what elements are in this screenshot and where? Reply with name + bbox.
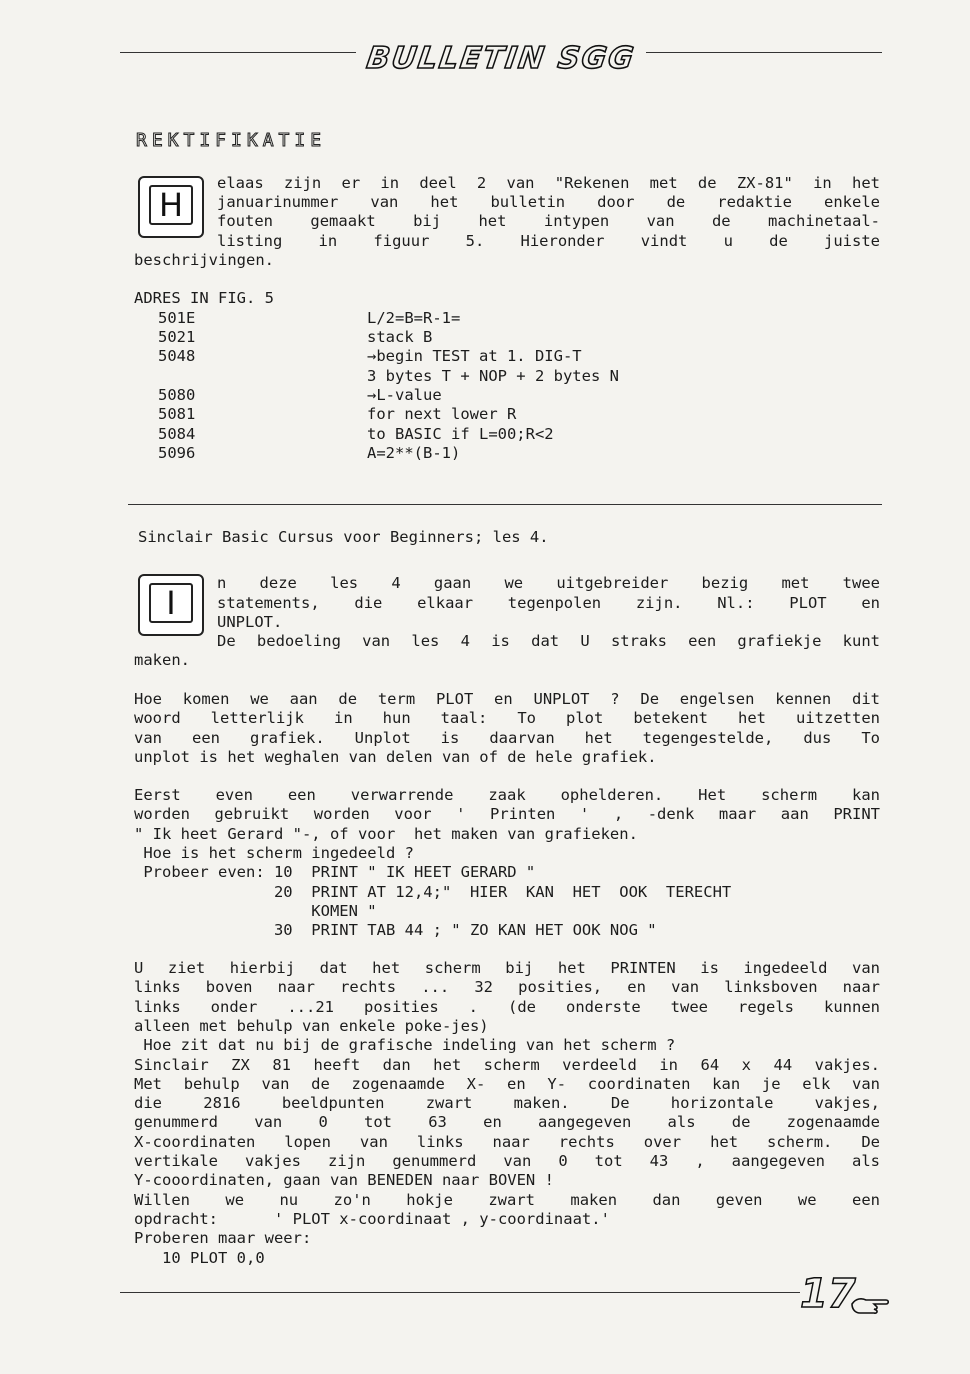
listing-heading: ADRES IN FIG. 5 [134, 289, 274, 307]
paragraph-line: unplot is het weghalen van delen van of de hele grafiek. [134, 747, 657, 766]
paragraph-line: KOMEN " [134, 901, 377, 920]
paragraph-line: alleen met behulp van enkele poke-jes) [134, 1016, 489, 1035]
paragraph-line: Eerst even een verwarrende zaak ophelderen. Het scherm kan [134, 786, 880, 804]
paragraph-line: vertikale vakjes zijn genummerd van 0 tot 43 , aangegeven als [134, 1152, 880, 1170]
listing-address: 5096 [158, 444, 196, 462]
paragraph-line: U ziet hierbij dat het scherm bij het PRINTEN is ingedeeld van [134, 959, 880, 977]
paragraph-line: 30 PRINT TAB 44 ; " ZO KAN HET OOK NOG " [134, 921, 657, 940]
listing-description: →L-value [367, 386, 442, 404]
paragraph-line: Hoe is het scherm ingedeeld ? [134, 843, 414, 862]
paragraph-line: Proberen maar weer: [134, 1229, 312, 1248]
intro-line: statements, die elkaar tegenpolen zijn. Nl.: PLOT en [217, 594, 880, 612]
paragraph-line: die 2816 beeldpunten zwart maken. De horizontale vakjes, [134, 1094, 880, 1113]
listing-description: A=2**(B-1) [367, 444, 461, 462]
rektifikatie-title: REKTIFIKATIE [136, 130, 327, 151]
footer-rule [120, 1292, 810, 1293]
intro-line: UNPLOT. [217, 613, 283, 631]
listing-address: 5084 [158, 425, 196, 443]
listing-description: stack B [367, 328, 433, 346]
page-number: 17 [800, 1271, 856, 1317]
cursus-title: Sinclair Basic Cursus voor Beginners; les 4. [138, 528, 549, 546]
listing-address: 5080 [158, 386, 196, 404]
paragraph-line: X-coordinaten lopen van links naar rechts over het scherm. De [134, 1132, 880, 1151]
paragraph-line: woord letterlijk in hun taal: To plot betekent het uitzetten [134, 709, 880, 728]
intro-line: De bedoeling van les 4 is dat U straks een grafiekje kunt [217, 632, 880, 650]
dropcap-h: H [138, 176, 204, 238]
listing-description: L/2=B=R-1= [367, 309, 461, 327]
paragraph-line: Sinclair ZX 81 heeft dan het scherm verdeeld in 64 x 44 vakjes. [134, 1055, 880, 1074]
paragraph-line: Y-cooordinaten, gaan van BENEDEN naar BOVEN ! [134, 1171, 554, 1190]
paragraph-line: 20 PRINT AT 12,4;" HIER KAN HET OOK TERECHT [134, 882, 732, 901]
paragraph-line: opdracht: ' PLOT x-coordinaat , y-coordinaat.' [134, 1209, 610, 1228]
paragraph-line: " Ik heet Gerard "-, of voor het maken van grafieken. [134, 824, 638, 843]
rektifikatie-line: januarinummer van het bulletin door de redaktie enkele [217, 193, 880, 211]
paragraph-line: links boven naar rechts ... 32 posities, en van linksboven naar [134, 978, 880, 997]
listing-description: to BASIC if L=00;R<2 [367, 425, 554, 443]
listing-address: 5048 [158, 347, 196, 365]
intro-line: n deze les 4 gaan we uitgebreider bezig met twee [217, 574, 880, 592]
listing-address: 5081 [158, 405, 196, 423]
listing-description: →begin TEST at 1. DIG-T [367, 347, 582, 365]
dropcap-i: I [138, 574, 204, 636]
rektifikatie-line: beschrijvingen. [134, 251, 274, 269]
paragraph-line: Willen we nu zo'n hokje zwart maken dan geven we een [134, 1190, 880, 1209]
section-divider [128, 504, 882, 505]
listing-description: for next lower R [367, 405, 517, 423]
paragraph-line: 10 PLOT 0,0 [134, 1248, 265, 1267]
bulletin-logo: BULLETIN SGG [356, 38, 646, 78]
listing-description: 3 bytes T + NOP + 2 bytes N [367, 367, 619, 385]
rektifikatie-line: listing in figuur 5. Hieronder vindt u de juiste [217, 232, 880, 250]
intro-line: maken. [134, 651, 190, 669]
paragraph-line: Hoe komen we aan de term PLOT en UNPLOT ? De engelsen kennen dit [134, 690, 880, 708]
pointing-hand-icon [850, 1290, 890, 1316]
paragraph-line: worden gebruikt worden voor ' Printen ' , -denk maar aan PRINT [134, 805, 880, 824]
rektifikatie-line: fouten gemaakt bij het intypen van de machinetaal- [217, 212, 880, 230]
paragraph-line: links onder ...21 posities . (de onderste twee regels kunnen [134, 997, 880, 1016]
paragraph-line: genummerd van 0 tot 63 en aangegeven als de zogenaamde [134, 1113, 880, 1132]
paragraph-line: van een grafiek. Unplot is daarvan het tegengestelde, dus To [134, 728, 880, 747]
listing-address: 5021 [158, 328, 196, 346]
paragraph-line: Probeer even: 10 PRINT " IK HEET GERARD " [134, 863, 536, 882]
paragraph-line: Met behulp van de zogenaamde X- en Y- coordinaten kan je elk van [134, 1074, 880, 1093]
rektifikatie-line: elaas zijn er in deel 2 van "Rekenen met de ZX-81" in het [217, 174, 880, 192]
listing-address: 501E [158, 309, 196, 327]
paragraph-line: Hoe zit dat nu bij de grafische indeling van het scherm ? [134, 1036, 676, 1055]
